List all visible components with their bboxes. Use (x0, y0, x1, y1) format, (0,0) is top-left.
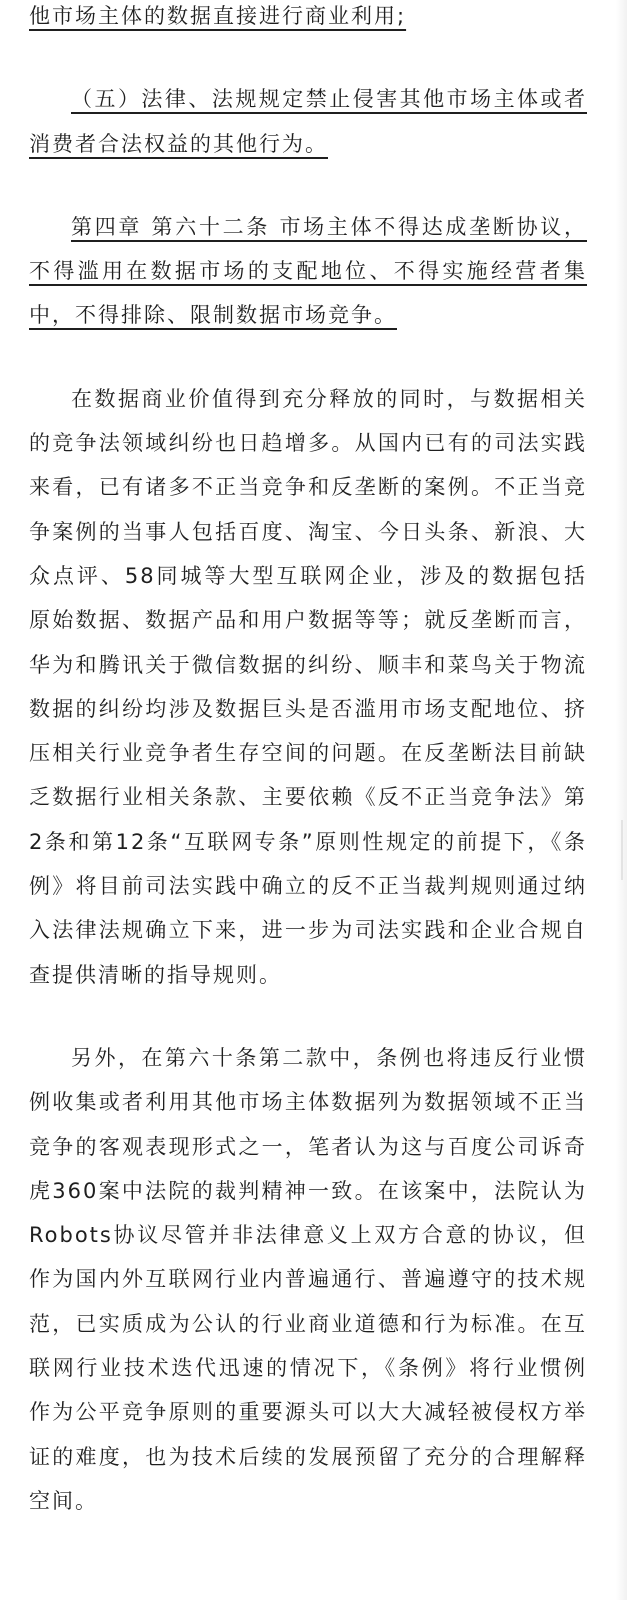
article-body (29, 0, 587, 1523)
industry-practice-paragraph (29, 1036, 587, 1523)
clause-four-tail-text: 他市场主体的数据直接进行商业利用; (29, 4, 407, 28)
scroll-indicator (621, 820, 623, 880)
industry-practice-text: 另外，在第六十条第二款中，条例也将违反行业惯例收集或者利用其他市场主体数据列为数据领域不正当竞争的客观表现形式之一，笔者认为这与百度公司诉奇虎360案中法院的裁判精神一致。在该案中，法院认为Robots协议尽管并非法律意义上双方合意的协议，但作为国内外互联网行业内普遍通行、普遍遵守的技术规范，已实质成为公认的行业商业道德和行为标准。在互联网行业技术迭代迅速的情况下，《条例》将行业惯例作为公平竞争原则的重要源头可以大大减轻被侵权方举证的难度，也为技术后续的发展预留了充分的合理解释空间。 (29, 1045, 587, 1513)
chapter-four-article-62 (29, 205, 587, 338)
clause-five-text: （五）法律、法规规定禁止侵害其他市场主体或者消费者合法权益的其他行为。 (29, 87, 587, 156)
clause-four-tail (29, 0, 587, 38)
competition-disputes-paragraph (29, 377, 587, 997)
chapter-four-article-62-text: 第四章 第六十二条 市场主体不得达成垄断协议，不得滥用在数据市场的支配地位、不得实施经营者集中，不得排除、限制数据市场竞争。 (29, 214, 587, 328)
competition-disputes-text: 在数据商业价值得到充分释放的同时，与数据相关的竞争法领域纠纷也日趋增多。从国内已有的司法实践来看，已有诸多不正当竞争和反垄断的案例。不正当竞争案例的当事人包括百度、淘宝、今日头条、新浪、大众点评、58同城等大型互联网企业，涉及的数据包括原始数据、数据产品和用户数据等等；就反垄断而言，华为和腾讯关于微信数据的纠纷、顺丰和菜鸟关于物流数据的纠纷均涉及数据巨头是否滥用市场支配地位、挤压相关行业竞争者生存空间的问题。在反垄断法目前缺乏数据行业相关条款、主要依赖《反不正当竞争法》第2条和第12条“互联网专条”原则性规定的前提下，《条例》将目前司法实践中确立的反不正当裁判规则通过纳入法律法规确立下来，进一步为司法实践和企业合规自查提供清晰的指导规则。 (29, 386, 587, 987)
page-right-edge (616, 0, 627, 1600)
clause-five (29, 77, 587, 166)
